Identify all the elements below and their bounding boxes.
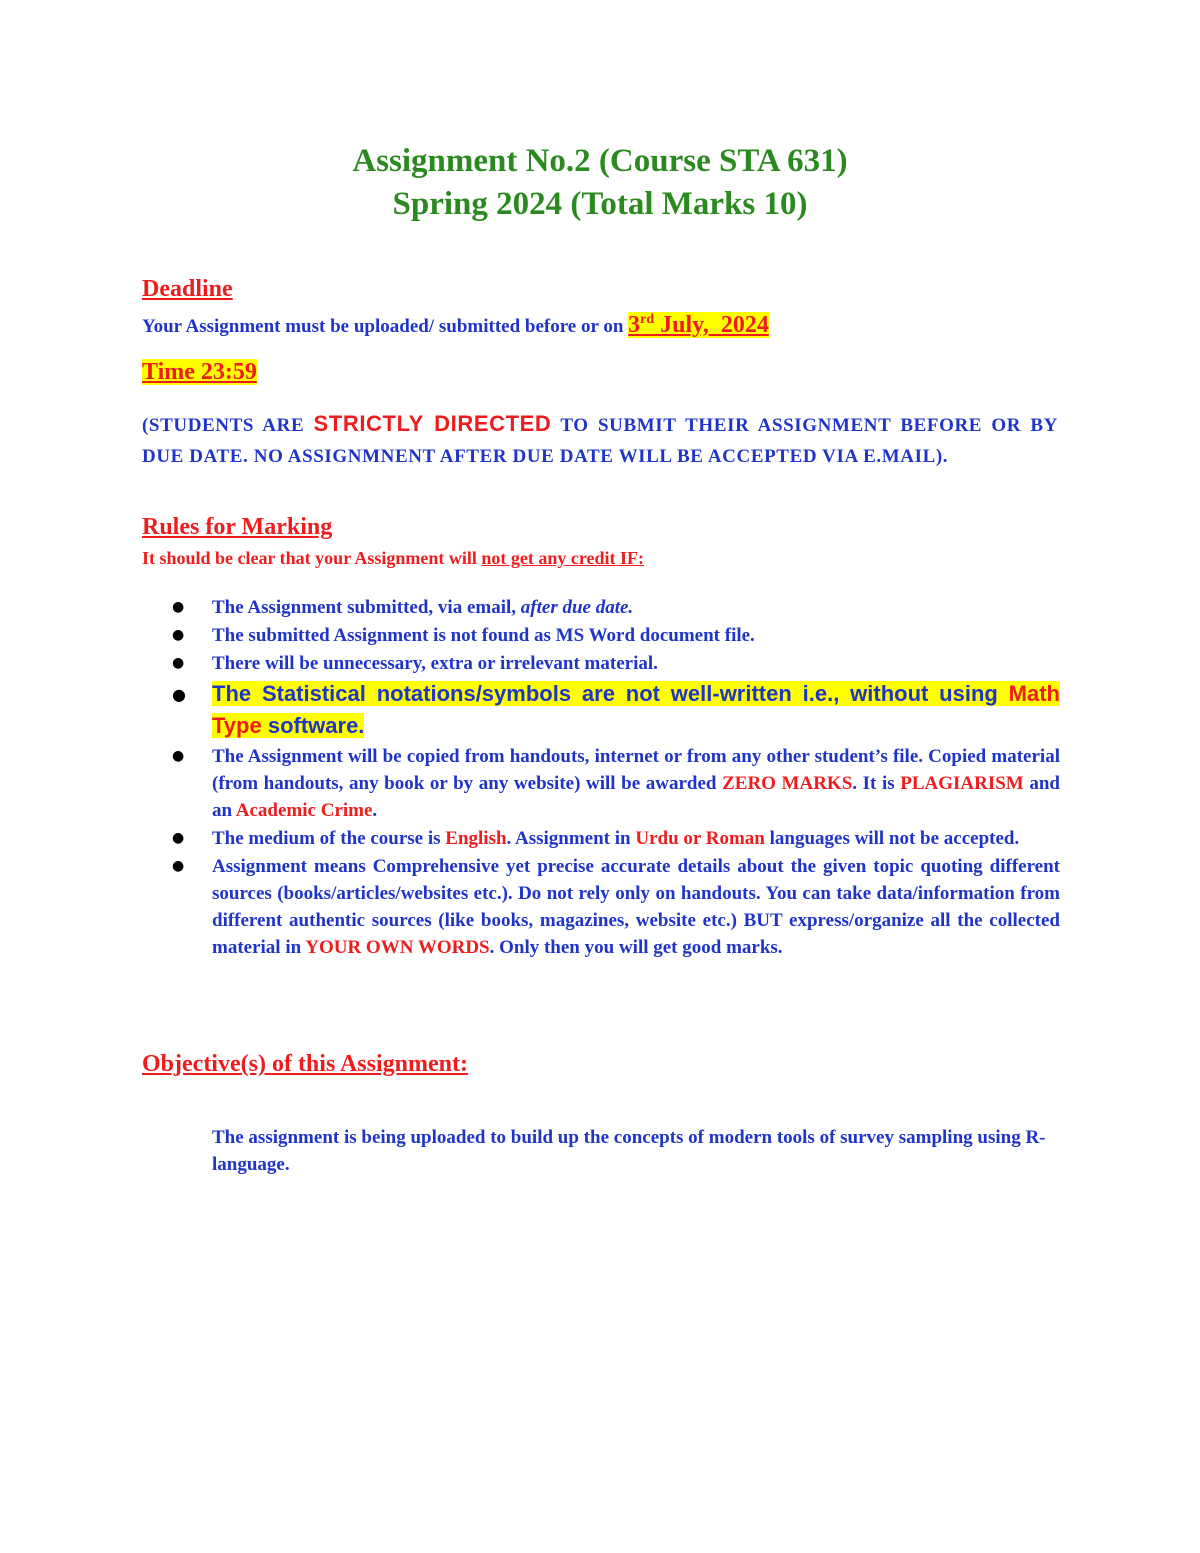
deadline-line (142, 312, 769, 339)
rule-item (172, 853, 1060, 961)
rule-red: Academic Crime (235, 800, 373, 821)
deadline-heading: Deadline (142, 276, 233, 302)
bullet-icon: ● (172, 748, 185, 764)
rule-mid: . Assignment in (506, 828, 636, 849)
bullet-icon: ● (172, 830, 185, 846)
submission-directive (142, 408, 1058, 472)
rule-item (172, 825, 1060, 852)
title-line-1: Assignment No.2 (Course STA 631) (352, 143, 848, 179)
directive-part-1: (STUDENTS ARE (142, 415, 314, 436)
rule-text: The submitted Assignment is not found as MS Word document file. (212, 625, 755, 646)
rule-red: Urdu or Roman (635, 828, 765, 849)
deadline-time (142, 359, 257, 386)
rule-text: There will be unnecessary, extra or irrelevant material. (212, 653, 658, 674)
bullet-icon: ● (172, 627, 185, 643)
rule-text: The Assignment will be copied from handouts, internet or from any other student’s file. Copied material (from handouts, any book or by any website) will be awarded (212, 746, 1060, 794)
bullet-icon: ● (172, 685, 186, 704)
deadline-date-rest: July, 2024 (654, 312, 769, 338)
rule-item (172, 678, 1060, 742)
rule-red: ZERO MARKS (722, 773, 853, 794)
rule-tail: . (372, 800, 378, 821)
rule-tail: software. (261, 713, 365, 738)
rule-mid: and an (212, 773, 1060, 821)
rule-text: The Statistical notations/symbols are not well-written i.e., without using (212, 681, 1009, 706)
objective-text: The assignment is being uploaded to build up the concepts of modern tools of survey sampling using R-language. (212, 1127, 1046, 1175)
rule-text: The Assignment submitted, via email, (212, 597, 521, 618)
rule-text: Assignment means Comprehensive yet precise accurate details about the given topic quoting different sources (books/articles/websites etc.). Do not rely only on handouts. You can take data/information from different authentic sources (like books, magazines, website etc.) BUT express/organize all the collected material in (212, 856, 1060, 958)
rule-text: The medium of the course is (212, 828, 446, 849)
rule-red: English (445, 828, 507, 849)
directive-part-2: TO SUBMIT THEIR ASSIGNMENT BEFORE OR BY DUE DATE. NO ASSIGNMNENT AFTER DUE DATE WILL BE ACCEPTED VIA E.MAIL). (142, 415, 1058, 467)
rules-intro-underlined: not get any credit IF: (481, 548, 645, 568)
deadline-day-suffix: rd (640, 312, 655, 327)
rule-tail: languages will not be accepted. (764, 828, 1020, 849)
document-title (0, 140, 1200, 226)
deadline-date (628, 312, 769, 338)
rule-red: Math Type (212, 681, 1060, 738)
rule-red: PLAGIARISM (900, 773, 1024, 794)
deadline-day: 3 (628, 312, 641, 338)
bullet-icon: ● (172, 599, 185, 615)
bullet-icon: ● (172, 655, 185, 671)
rule-item (172, 650, 1060, 677)
rules-list (172, 594, 1060, 962)
deadline-time-text: Time 23:59 (142, 359, 257, 385)
rule-item (172, 622, 1060, 649)
objective-heading: Objective(s) of this Assignment: (142, 1051, 468, 1077)
rule-italic: after due date. (520, 597, 634, 618)
bullet-icon: ● (172, 858, 185, 874)
rules-intro-text: It should be clear that your Assignment will (142, 548, 482, 568)
rule-item (172, 594, 1060, 621)
rule-item (172, 743, 1060, 824)
rule-tail: . Only then you will get good marks. (489, 937, 783, 958)
rules-heading: Rules for Marking (142, 514, 333, 540)
rule-red: YOUR OWN WORDS (305, 937, 490, 958)
deadline-text: Your Assignment must be uploaded/ submitted before or on (142, 316, 629, 337)
rule-mid: . It is (852, 773, 901, 794)
title-line-2: Spring 2024 (Total Marks 10) (392, 186, 808, 222)
directive-strict: STRICTLY DIRECTED (313, 411, 552, 436)
rules-intro (142, 548, 644, 569)
